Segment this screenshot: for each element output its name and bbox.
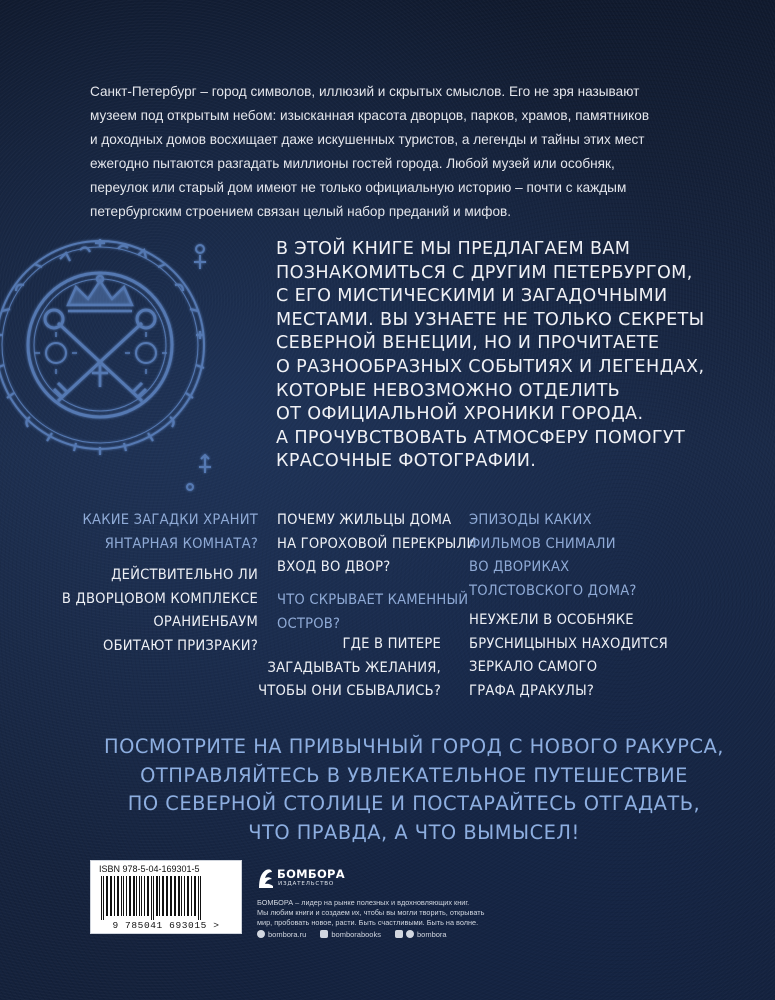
barcode-bar: [181, 876, 182, 916]
question-line: ТОЛСТОВСКОГО ДОМА?: [469, 581, 637, 599]
lead-line: С ЕГО МИСТИЧЕСКИМИ И ЗАГАДОЧНЫМИ: [276, 286, 668, 307]
question-line: ПОЧЕМУ ЖИЛЬЦЫ ДОМА: [277, 511, 452, 528]
barcode-bar: [136, 876, 137, 916]
intro-line: музеем под открытым небом: изысканная красота дворцов, парков, храмов, памятников: [90, 108, 650, 123]
question-line: В ДВОРЦОВОМ КОМПЛЕКСЕ: [61, 589, 258, 607]
barcode-bar: [114, 876, 115, 916]
barcode-bar: [151, 876, 152, 920]
barcode-bar: [117, 876, 119, 916]
vk-icon: [320, 930, 328, 938]
barcode-bar: [123, 876, 124, 916]
cta-line: ОТПРАВЛЯЙТЕСЬ В УВЛЕКАТЕЛЬНОЕ ПУТЕШЕСТВИЕ: [140, 763, 688, 787]
question-line: ДЕЙСТВИТЕЛЬНО ЛИ: [111, 566, 258, 583]
question-line: БРУСНИЦЫНЫХ НАХОДИТСЯ: [469, 634, 668, 652]
barcode-bar: [159, 876, 160, 916]
barcode-bar: [126, 876, 127, 916]
intro-line: Санкт-Петербург – город символов, иллюзий и скрытых смыслов. Его не зря называют: [90, 84, 640, 99]
barcode-bar: [200, 876, 201, 920]
barcode-bar: [170, 876, 172, 916]
intro-line: петербургским строением связан целый набор преданий и мифов.: [90, 204, 512, 219]
lead-line: КОТОРЫЕ НЕВОЗМОЖНО ОТДЕЛИТЬ: [276, 380, 621, 401]
publisher-description-line: Мы любим книги и создаем их, чтобы вы могли творить, открывать: [257, 908, 485, 918]
barcode-bar: [198, 876, 199, 920]
lead-line: МЕСТАМИ. ВЫ УЗНАЕТЕ НЕ ТОЛЬКО СЕКРЕТЫ: [276, 309, 705, 330]
barcode-bar: [191, 876, 192, 916]
barcode-bar: [121, 876, 122, 916]
question-oranienbaum-ghosts: [62, 563, 258, 657]
social-label: bombora: [416, 929, 447, 939]
question-line: ГДЕ В ПИТЕРЕ: [342, 635, 441, 652]
lead-line: ПОЗНАКОМИТЬСЯ С ДРУГИМ ПЕТЕРБУРГОМ,: [276, 262, 693, 283]
question-line: ЭПИЗОДЫ КАКИХ: [469, 511, 592, 528]
isbn-barcode: [90, 860, 242, 934]
isbn-number: ISBN 978-5-04-169301-5: [99, 864, 200, 874]
lead-line: В ЭТОЙ КНИГЕ МЫ ПРЕДЛАГАЕМ ВАМ: [276, 239, 631, 259]
lead-line: О РАЗНООБРАЗНЫХ СОБЫТИЯХ И ЛЕГЕНДАХ,: [276, 356, 705, 377]
barcode-bar: [174, 876, 176, 916]
publisher-subtitle: ИЗДАТЕЛЬСТВО: [278, 881, 335, 887]
question-line: ГРАФА ДРАКУЛЫ?: [469, 681, 595, 699]
barcode-bar: [156, 876, 158, 916]
barcode-bar: [101, 876, 102, 920]
social-video[interactable]: [395, 930, 447, 939]
intro-paragraph: [90, 80, 680, 224]
intro-line: переулок или старый дом имеют не только официальную историю – почти с каждым: [90, 180, 627, 195]
question-dracula-mirror: [469, 608, 668, 702]
call-to-action: [94, 733, 734, 847]
lead-paragraph: [276, 238, 736, 474]
barcode-bar: [184, 876, 185, 916]
lead-line: СЕВЕРНОЙ ВЕНЕЦИИ, НО И ПРОЧИТАЕТЕ: [276, 333, 660, 354]
question-line: ВО ДВОРИКАХ: [469, 558, 570, 575]
barcode-bar: [166, 876, 168, 916]
intro-line: ежегодно пытаются разгадать миллионы гостей города. Любой музей или особняк,: [90, 156, 615, 171]
barcode-bar: [178, 876, 180, 916]
globe-icon: [257, 930, 265, 938]
publisher-description: [257, 898, 557, 929]
barcode-bar: [162, 876, 164, 916]
telegram-icon: [406, 930, 414, 938]
publisher-socials: [257, 928, 447, 940]
cta-line: ПО СЕВЕРНОЙ СТОЛИЦЕ И ПОСТАРАЙТЕСЬ ОТГАДАТЬ,: [127, 792, 701, 815]
barcode-bar: [110, 876, 112, 916]
publisher-logo: [257, 866, 367, 892]
question-wishes: [258, 632, 441, 703]
question-line: КАКИЕ ЗАГАДКИ ХРАНИТ: [82, 511, 258, 528]
crown-keys-seal-icon: [0, 225, 240, 505]
barcode-bar: [133, 876, 135, 916]
social-label: bombora.ru: [268, 929, 307, 939]
question-line: ЧТО СКРЫВАЕТ КАМЕННЫЙ: [277, 591, 469, 608]
publisher-name: БОМБОРА: [277, 867, 345, 881]
barcode-digits: 9 785041 693015 >: [112, 920, 220, 931]
barcode-bar: [187, 876, 189, 916]
barcode-bars-icon: [95, 876, 237, 920]
lead-line: КРАСОЧНЫЕ ФОТОГРАФИИ.: [276, 451, 537, 472]
social-label: bomborabooks: [331, 929, 381, 939]
question-line: ОРАНИЕНБАУМ: [153, 613, 258, 630]
cta-line: ЧТО ПРАВДА, А ЧТО ВЫМЫСЕЛ!: [248, 820, 580, 844]
publisher-description-line: БОМБОРА – лидер на рынке полезных и вдохновляющих книг.: [257, 898, 470, 907]
question-line: ФИЛЬМОВ СНИМАЛИ: [469, 534, 616, 552]
question-line: ЗАГАДЫВАТЬ ЖЕЛАНИЯ,: [267, 658, 441, 676]
question-line: ЯНТАРНАЯ КОМНАТА?: [104, 534, 258, 552]
lead-line: А ПРОЧУВСТВОВАТЬ АТМОСФЕРУ ПОМОГУТ: [276, 427, 686, 448]
social-website[interactable]: [257, 930, 306, 939]
barcode-bar: [194, 876, 196, 916]
question-line: ВХОД ВО ДВОР?: [277, 558, 391, 575]
question-line: НА ГОРОХОВОЙ ПЕРЕКРЫЛИ: [277, 534, 477, 552]
social-vk[interactable]: [320, 930, 381, 939]
video-icon: [395, 930, 403, 938]
question-amber-room: [83, 508, 258, 555]
barcode-bar: [147, 876, 149, 916]
publisher-description-line: мир, пробовать новое, расти. Быть счастливыми. Быть на волне.: [257, 918, 479, 928]
barcode-bar: [106, 876, 108, 916]
question-tolstoy-house-films: [469, 508, 637, 602]
question-gorokhovaya-yard: [277, 508, 477, 579]
cta-line: ПОСМОТРИТЕ НА ПРИВЫЧНЫЙ ГОРОД С НОВОГО РАКУРСА,: [104, 735, 724, 758]
barcode-bar: [139, 876, 140, 916]
question-line: ЧТОБЫ ОНИ СБЫВАЛИСЬ?: [258, 682, 441, 699]
bombora-wave-icon: [257, 866, 275, 890]
intro-line: и доходных домов восхищает даже искушенных туристов, а легенды и тайны этих мест: [90, 132, 645, 147]
question-kamenny-island: [277, 588, 468, 635]
question-line: НЕУЖЕЛИ В ОСОБНЯКЕ: [469, 611, 634, 628]
lead-line: ОТ ОФИЦИАЛЬНОЙ ХРОНИКИ ГОРОДА.: [276, 404, 644, 425]
barcode-bar: [153, 876, 154, 920]
barcode-bar: [103, 876, 104, 920]
question-line: ОБИТАЮТ ПРИЗРАКИ?: [103, 636, 258, 654]
question-line: ОСТРОВ?: [277, 614, 341, 632]
barcode-bar: [141, 876, 142, 916]
barcode-bar: [144, 876, 145, 916]
barcode-bar: [129, 876, 131, 916]
question-line: ЗЕРКАЛО САМОГО: [469, 658, 598, 675]
